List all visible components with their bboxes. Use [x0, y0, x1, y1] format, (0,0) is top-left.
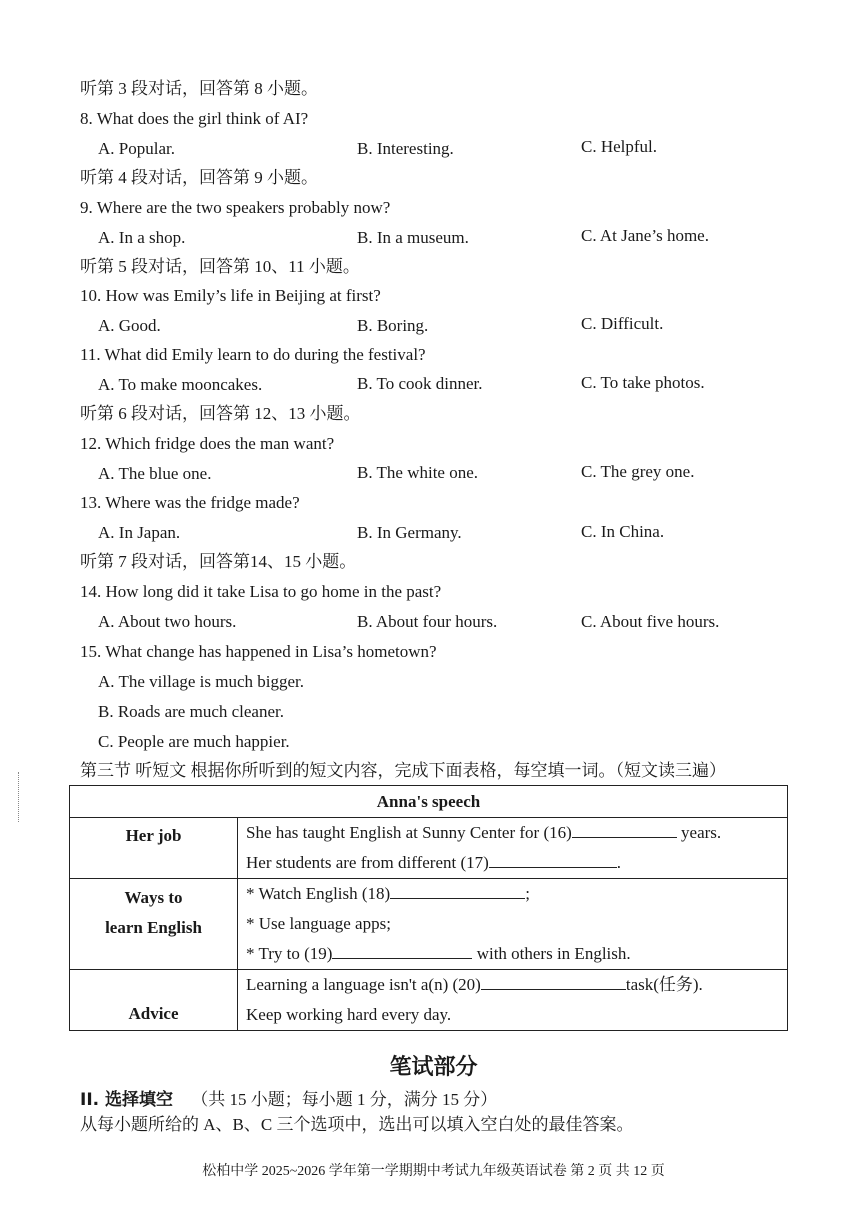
row1-line2-tail: . — [616, 853, 622, 872]
q12-option-a: A. The blue one. — [98, 464, 212, 483]
row-label-her-job: Her job — [70, 818, 238, 879]
q12-option-c: C. The grey one. — [581, 462, 695, 481]
listening-instruction-5: 听第 5 段对话，回答第 10、11 小题。 — [80, 257, 360, 276]
row2-line3-tail: with others in English. — [472, 944, 631, 963]
q11-option-a: A. To make mooncakes. — [98, 375, 263, 394]
q11-option-b: B. To cook dinner. — [357, 374, 483, 393]
row-label-advice: Advice — [70, 970, 238, 1031]
question-11: 11. What did Emily learn to do during the festival? — [80, 345, 426, 364]
q14-option-c: C. About five hours. — [581, 612, 720, 631]
q8-option-a: A. Popular. — [98, 139, 175, 158]
row-label-ways — [70, 879, 238, 970]
question-9: 9. Where are the two speakers probably now? — [80, 198, 391, 217]
section-2-instruction: 从每小题所给的 A、B、C 三个选项中，选出可以填入空白处的最佳答案。 — [80, 1115, 634, 1134]
row1-line1-text: She has taught English at Sunny Center for (16) — [246, 823, 572, 842]
row-content-ways — [238, 879, 788, 970]
q9-option-c: C. At Jane’s home. — [581, 226, 709, 245]
question-15: 15. What change has happened in Lisa’s hometown? — [80, 642, 437, 661]
row3-line1-text: Learning a language isn't a(n) (20) — [246, 975, 481, 994]
binding-margin-marks — [18, 772, 21, 822]
q10-option-c: C. Difficult. — [581, 314, 664, 333]
blank-18[interactable] — [390, 880, 525, 899]
question-12: 12. Which fridge does the man want? — [80, 434, 335, 453]
anna-speech-table — [69, 785, 788, 1031]
q9-option-b: B. In a museum. — [357, 228, 469, 247]
q8-option-c: C. Helpful. — [581, 137, 658, 156]
section-2-header — [80, 1085, 497, 1110]
page-footer: 松柏中学 2025~2026 学年第一学期期中考试九年级英语试卷 第 2 页 共 12 页 — [202, 1164, 665, 1179]
table-row-advice — [70, 970, 788, 1031]
question-8: 8. What does the girl think of AI? — [80, 109, 309, 128]
q15-option-b: B. Roads are much cleaner. — [98, 702, 284, 721]
row1-line1-tail: years. — [676, 823, 722, 842]
row1-line2-text: Her students are from different (17) — [246, 853, 489, 872]
section3-instruction: 第三节 听短文 根据你所听到的短文内容，完成下面表格，每空填一词。（短文读三遍） — [80, 761, 726, 780]
table-title: Anna's speech — [70, 786, 788, 818]
listening-instruction-4: 听第 4 段对话，回答第 9 小题。 — [80, 168, 318, 187]
section-2-note: （共 15 小题；每小题 1 分，满分 15 分） — [191, 1090, 498, 1109]
listening-instruction-7: 听第 7 段对话，回答第14、15 小题。 — [80, 552, 357, 571]
blank-16[interactable] — [572, 819, 677, 838]
row-content-advice — [238, 970, 788, 1031]
q12-option-b: B. The white one. — [357, 463, 479, 482]
question-13: 13. Where was the fridge made? — [80, 493, 300, 512]
q9-option-a: A. In a shop. — [98, 228, 186, 247]
row3-line2-text: Keep working hard every day. — [246, 1005, 452, 1024]
table-row-job — [70, 818, 788, 879]
row2-label-line2: learn English — [105, 918, 202, 937]
question-14: 14. How long did it take Lisa to go home in the past? — [80, 582, 442, 601]
row2-label-line1: Ways to — [124, 888, 183, 907]
section-2-number: II. 选择填空 — [80, 1090, 174, 1110]
q13-option-c: C. In China. — [581, 522, 665, 541]
q11-option-c: C. To take photos. — [581, 373, 705, 392]
q10-option-b: B. Boring. — [357, 316, 429, 335]
row-content-her-job — [238, 818, 788, 879]
blank-19[interactable] — [332, 940, 472, 959]
q13-option-b: B. In Germany. — [357, 523, 462, 542]
question-10: 10. How was Emily’s life in Beijing at first? — [80, 286, 381, 305]
row3-line1-tail: task(任务). — [625, 975, 703, 994]
row2-line1-text: * Watch English (18) — [246, 884, 391, 903]
row2-line1-tail: ; — [525, 884, 530, 903]
q14-option-b: B. About four hours. — [357, 612, 498, 631]
q8-option-b: B. Interesting. — [357, 139, 454, 158]
blank-17[interactable] — [489, 849, 617, 868]
q15-option-a: A. The village is much bigger. — [98, 672, 305, 691]
listening-instruction-6: 听第 6 段对话，回答第 12、13 小题。 — [80, 404, 361, 423]
written-part-title: 笔试部分 — [389, 1055, 478, 1080]
row2-line3-text: * Try to (19) — [246, 944, 333, 963]
listening-instruction-3: 听第 3 段对话，回答第 8 小题。 — [80, 79, 318, 98]
table-row-ways — [70, 879, 788, 970]
q14-option-a: A. About two hours. — [98, 612, 237, 631]
q15-option-c: C. People are much happier. — [98, 732, 290, 751]
q13-option-a: A. In Japan. — [98, 523, 181, 542]
row2-line2-text: * Use language apps; — [246, 914, 391, 933]
blank-20[interactable] — [481, 971, 626, 990]
q10-option-a: A. Good. — [98, 316, 161, 335]
